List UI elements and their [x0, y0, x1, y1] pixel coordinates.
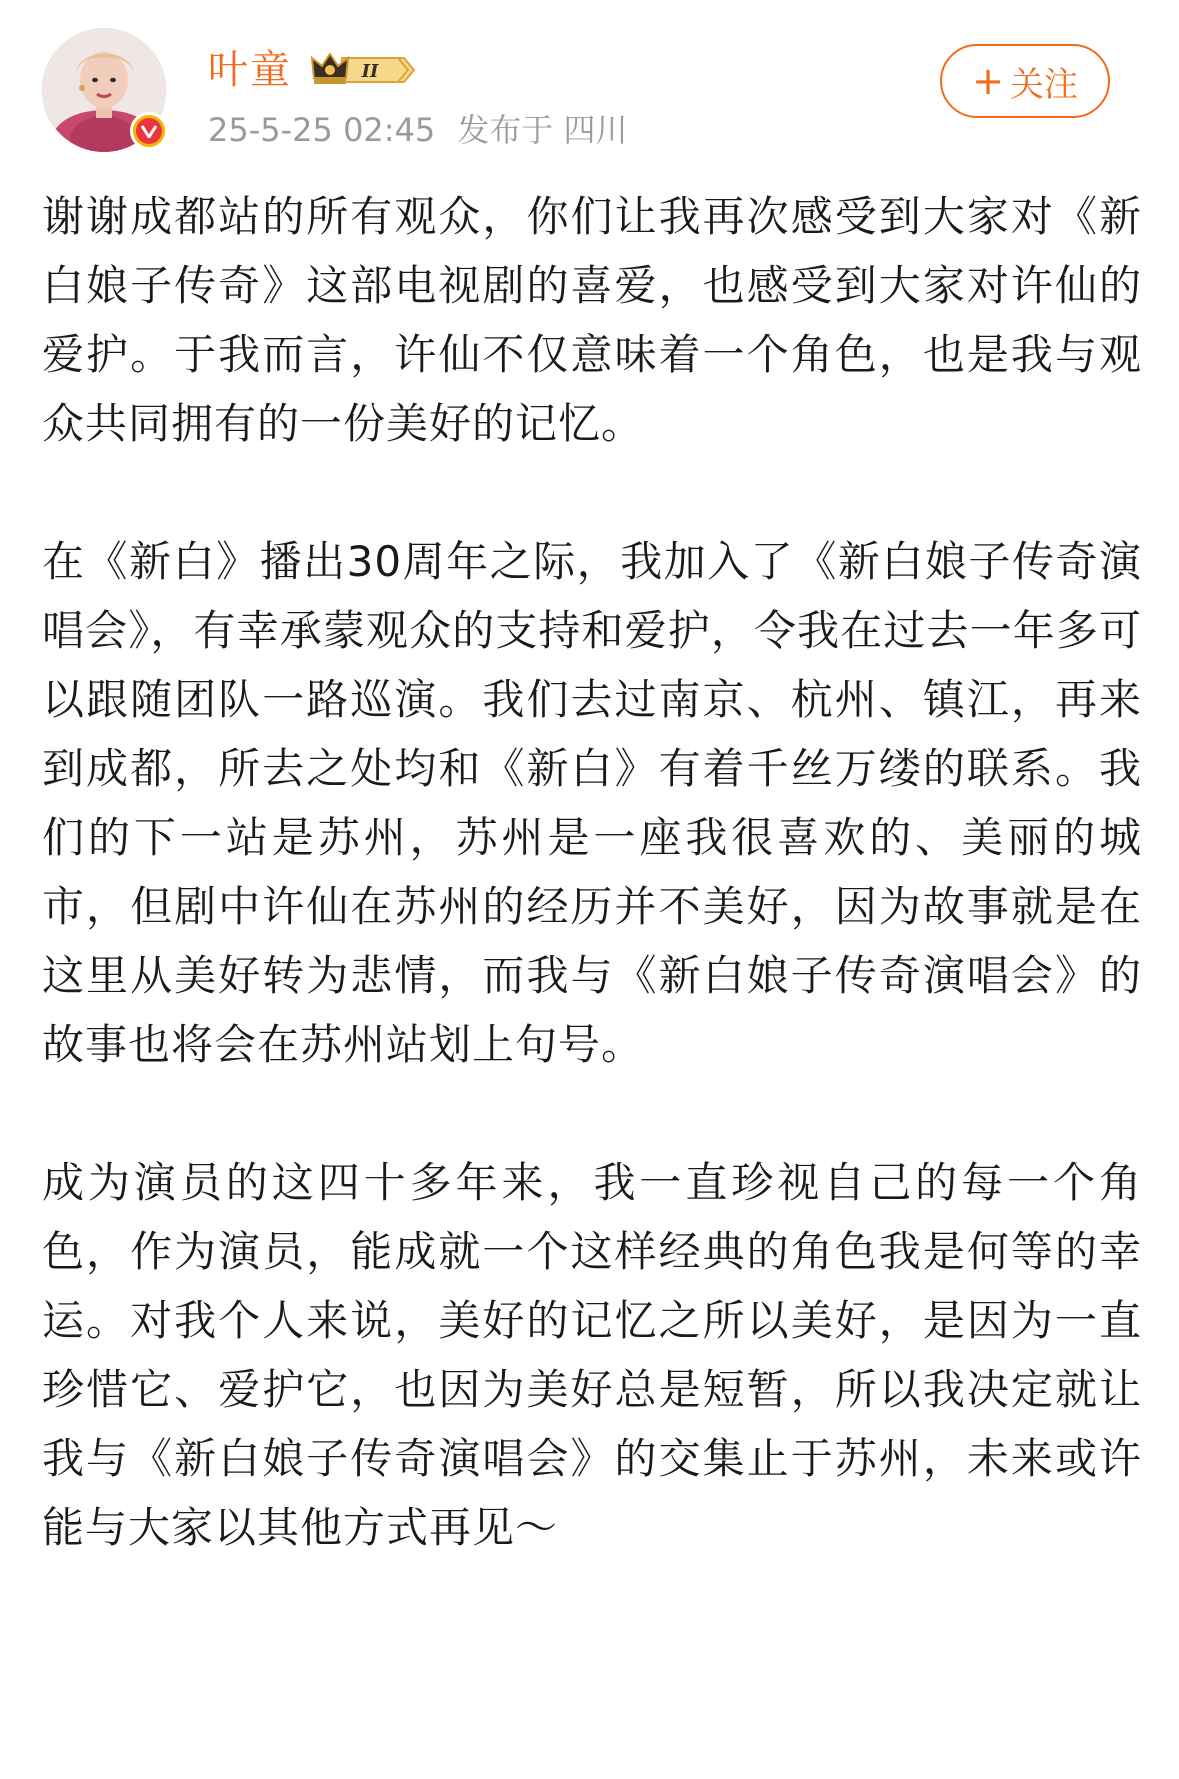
post-paragraph: 谢谢成都站的所有观众，你们让我再次感受到大家对《新白娘子传奇》这部电视剧的喜爱，也感受到大家对许仙的爱护。于我而言，许仙不仅意味着一个角色，也是我与观众共同拥有的一份美好的记忆。 — [42, 192, 1142, 448]
author-row — [208, 44, 418, 96]
post-location: 发布于 四川 — [457, 111, 628, 149]
post-timestamp: 25-5-25 02:45 — [208, 111, 436, 149]
verified-v-icon — [136, 118, 162, 144]
post-header — [0, 0, 1179, 170]
post-meta — [208, 108, 627, 152]
post-paragraph: 成为演员的这四十多年来，我一直珍视自己的每一个角色，作为演员，能成就一个这样经典的角色我是何等的幸运。对我个人来说，美好的记忆之所以美好，是因为一直珍惜它、爱护它，也因为美好总是短暂，所以我决定就让我与《新白娘子传奇演唱会》的交集止于苏州，未来或许能与大家以其他方式再见～ — [42, 1158, 1142, 1552]
vip-level-label: II — [361, 61, 379, 82]
vip-badge[interactable] — [308, 48, 418, 92]
author-name[interactable]: 叶童 — [208, 47, 292, 93]
follow-label: 关注 — [1009, 64, 1078, 105]
follow-button[interactable] — [940, 44, 1110, 118]
verified-badge — [130, 112, 168, 150]
post-paragraph: 在《新白》播出30周年之际，我加入了《新白娘子传奇演唱会》，有幸承蒙观众的支持和爱护，令我在过去一年多可以跟随团队一路巡演。我们去过南京、杭州、镇江，再来到成都，所去之处均和《新白》有着千丝万缕的联系。我们的下一站是苏州，苏州是一座我很喜欢的、美丽的城市，但剧中许仙在苏州的经历并不美好，因为故事就是在这里从美好转为悲情，而我与《新白娘子传奇演唱会》的故事也将会在苏州站划上句号。 — [42, 537, 1142, 1069]
plus-icon: + — [972, 59, 1004, 103]
post-body — [42, 182, 1142, 1562]
avatar[interactable] — [42, 28, 166, 152]
